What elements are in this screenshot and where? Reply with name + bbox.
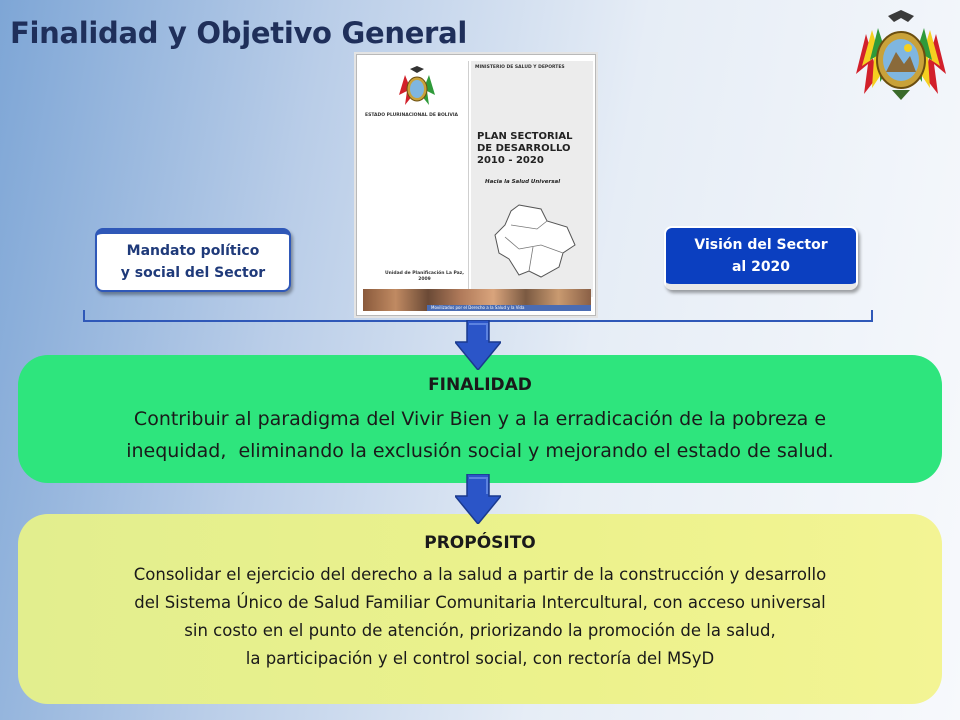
cover-slogan-strip: Movilizados por el Derecho a la Salud y la Vida (427, 305, 591, 311)
proposito-line-2: del Sistema Único de Salud Familiar Comunitaria Intercultural, con acceso universal (134, 593, 826, 612)
vision-line-1: Visión del Sector (694, 237, 828, 253)
cover-unidad-text: Unidad de Planificación La Paz, 2009 (384, 271, 465, 282)
down-arrow-icon (455, 474, 501, 524)
cover-plan-title: PLAN SECTORIAL DE DESARROLLO 2010 - 2020 (477, 131, 573, 166)
cover-left-panel (363, 61, 469, 297)
finalidad-line-1: Contribuir al paradigma del Vivir Bien y a la erradicación de la pobreza e (133, 408, 827, 430)
proposito-text (30, 561, 930, 673)
cover-emblem-icon (397, 65, 437, 109)
vision-box (664, 226, 858, 290)
cover-right-panel (471, 61, 593, 297)
mandato-box (95, 228, 291, 292)
coat-of-arms-emblem (848, 4, 954, 108)
finalidad-line-2: inequidad, eliminando la exclusión social y mejorando el estado de salud. (126, 440, 834, 462)
page-title: Finalidad y Objetivo General (10, 16, 467, 50)
proposito-heading: PROPÓSITO (424, 533, 536, 553)
finalidad-band (18, 355, 942, 483)
proposito-band (18, 514, 942, 704)
bolivia-map-image (489, 201, 579, 281)
down-arrow-icon (455, 320, 501, 370)
plan-cover-image (356, 54, 596, 316)
proposito-line-1: Consolidar el ejercicio del derecho a la salud a partir de la construcción y desarrollo (133, 565, 827, 584)
proposito-line-4: la participación y el control social, con rectoría del MSyD (245, 649, 715, 668)
mandato-line-1: Mandato político (126, 243, 260, 259)
finalidad-text (60, 403, 900, 467)
cover-subtitle: Hacia la Salud Universal (485, 179, 561, 185)
finalidad-heading: FINALIDAD (428, 375, 532, 395)
mandato-line-2: y social del Sector (120, 265, 266, 281)
cover-estado-text: ESTADO PLURINACIONAL DE BOLIVIA (365, 113, 458, 118)
vision-line-2: al 2020 (731, 259, 791, 275)
proposito-line-3: sin costo en el punto de atención, priorizando la promoción de la salud, (184, 621, 776, 640)
cover-ministerio-text: MINISTERIO DE SALUD Y DEPORTES (475, 65, 565, 70)
